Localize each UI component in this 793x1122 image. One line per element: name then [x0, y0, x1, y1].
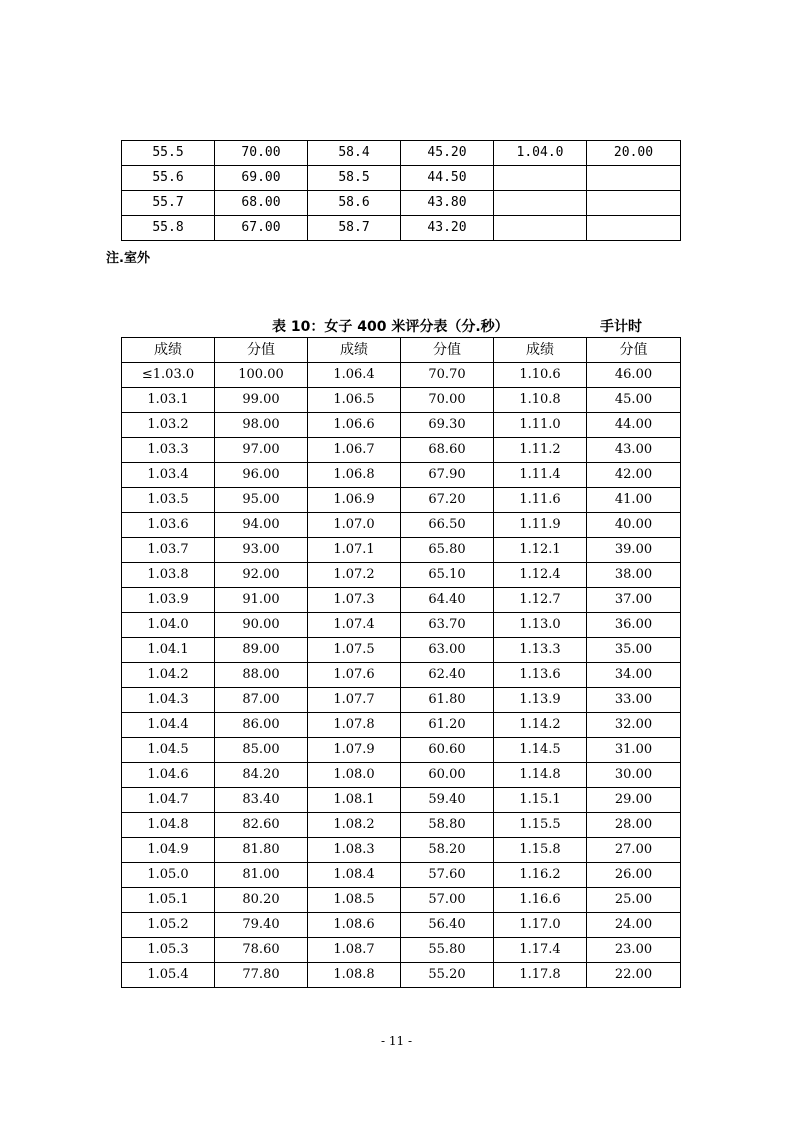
table-cell: 1.14.8 — [494, 763, 587, 788]
table-row — [122, 838, 681, 863]
table-cell: 1.08.1 — [308, 788, 401, 813]
table-header-row — [122, 338, 681, 363]
table-cell: 46.00 — [587, 363, 681, 388]
table-cell: 1.08.0 — [308, 763, 401, 788]
table-cell: 32.00 — [587, 713, 681, 738]
table-cell: 36.00 — [587, 613, 681, 638]
table-cell: 1.05.3 — [122, 938, 215, 963]
table-cell: 1.11.9 — [494, 513, 587, 538]
header-cell: 成绩 — [122, 338, 215, 363]
table-cell: ≤1.03.0 — [122, 363, 215, 388]
table-cell: 60.60 — [401, 738, 494, 763]
table-cell: 79.40 — [215, 913, 308, 938]
table-cell: 1.06.7 — [308, 438, 401, 463]
table-cell: 63.70 — [401, 613, 494, 638]
table-cell: 1.10.6 — [494, 363, 587, 388]
table-cell: 87.00 — [215, 688, 308, 713]
note-text: 注.室外 — [106, 251, 150, 266]
table-cell: 1.04.7 — [122, 788, 215, 813]
table-cell: 42.00 — [587, 463, 681, 488]
table-cell: 89.00 — [215, 638, 308, 663]
table-cell: 1.16.6 — [494, 888, 587, 913]
table-cell: 43.00 — [587, 438, 681, 463]
table-cell: 20.00 — [587, 141, 681, 166]
table-cell: 1.04.5 — [122, 738, 215, 763]
table-cell: 92.00 — [215, 563, 308, 588]
table-cell: 37.00 — [587, 588, 681, 613]
table-row — [122, 938, 681, 963]
table-cell: 68.00 — [215, 191, 308, 216]
table-cell: 84.20 — [215, 763, 308, 788]
table-cell: 90.00 — [215, 613, 308, 638]
table-cell: 1.07.4 — [308, 613, 401, 638]
table-cell: 93.00 — [215, 538, 308, 563]
table-cell: 34.00 — [587, 663, 681, 688]
table-cell: 1.12.4 — [494, 563, 587, 588]
table-cell: 81.00 — [215, 863, 308, 888]
table-cell: 70.00 — [215, 141, 308, 166]
table-row — [122, 738, 681, 763]
top-score-table — [121, 140, 681, 241]
table-cell: 55.6 — [122, 166, 215, 191]
table-cell: 40.00 — [587, 513, 681, 538]
table-cell: 31.00 — [587, 738, 681, 763]
table-cell: 55.20 — [401, 963, 494, 988]
table-cell: 29.00 — [587, 788, 681, 813]
table-cell: 1.08.4 — [308, 863, 401, 888]
table-cell: 64.40 — [401, 588, 494, 613]
table-cell: 44.50 — [401, 166, 494, 191]
table-cell: 39.00 — [587, 538, 681, 563]
top-table-body — [122, 141, 681, 241]
table-cell: 58.4 — [308, 141, 401, 166]
table-cell: 1.04.2 — [122, 663, 215, 688]
header-cell: 分值 — [401, 338, 494, 363]
table-cell: 68.60 — [401, 438, 494, 463]
table-cell: 25.00 — [587, 888, 681, 913]
table-cell: 82.60 — [215, 813, 308, 838]
table-row — [122, 563, 681, 588]
table-cell: 1.14.2 — [494, 713, 587, 738]
table-cell: 45.00 — [587, 388, 681, 413]
table-cell: 85.00 — [215, 738, 308, 763]
table-cell: 1.12.1 — [494, 538, 587, 563]
table-cell: 22.00 — [587, 963, 681, 988]
table-cell: 55.5 — [122, 141, 215, 166]
table-cell: 1.08.6 — [308, 913, 401, 938]
table-row — [122, 413, 681, 438]
table-cell: 1.06.5 — [308, 388, 401, 413]
table-cell — [494, 216, 587, 241]
table-cell: 33.00 — [587, 688, 681, 713]
table-row — [122, 166, 681, 191]
table-cell: 91.00 — [215, 588, 308, 613]
table-cell: 58.80 — [401, 813, 494, 838]
table-row — [122, 613, 681, 638]
table-cell: 1.04.6 — [122, 763, 215, 788]
table-cell: 1.07.0 — [308, 513, 401, 538]
table-cell: 100.00 — [215, 363, 308, 388]
table-cell: 86.00 — [215, 713, 308, 738]
table-cell: 1.08.5 — [308, 888, 401, 913]
table-cell: 27.00 — [587, 838, 681, 863]
table-cell: 1.16.2 — [494, 863, 587, 888]
table-cell: 1.05.2 — [122, 913, 215, 938]
table-cell: 1.06.4 — [308, 363, 401, 388]
table-cell: 1.06.6 — [308, 413, 401, 438]
table-cell: 60.00 — [401, 763, 494, 788]
table-row — [122, 913, 681, 938]
table-cell: 23.00 — [587, 938, 681, 963]
table-cell: 1.14.5 — [494, 738, 587, 763]
table-cell: 1.03.4 — [122, 463, 215, 488]
table-cell: 88.00 — [215, 663, 308, 688]
table-cell: 57.00 — [401, 888, 494, 913]
table-cell: 65.10 — [401, 563, 494, 588]
table-cell: 66.50 — [401, 513, 494, 538]
table-caption: 表 10：女子 400 米评分表（分.秒） — [272, 319, 509, 335]
table-cell: 1.04.3 — [122, 688, 215, 713]
table-cell: 35.00 — [587, 638, 681, 663]
table-cell: 1.10.8 — [494, 388, 587, 413]
table-cell: 58.7 — [308, 216, 401, 241]
table-cell: 77.80 — [215, 963, 308, 988]
table-row — [122, 363, 681, 388]
table-cell: 63.00 — [401, 638, 494, 663]
table-cell: 44.00 — [587, 413, 681, 438]
table-cell — [587, 166, 681, 191]
table-cell: 1.03.2 — [122, 413, 215, 438]
table-cell: 1.07.6 — [308, 663, 401, 688]
table-cell: 1.04.8 — [122, 813, 215, 838]
table-cell: 67.20 — [401, 488, 494, 513]
table-cell: 1.03.6 — [122, 513, 215, 538]
table-cell: 97.00 — [215, 438, 308, 463]
table-cell: 99.00 — [215, 388, 308, 413]
table-cell: 1.11.2 — [494, 438, 587, 463]
table-cell: 78.60 — [215, 938, 308, 963]
table-cell: 1.03.3 — [122, 438, 215, 463]
table-cell: 1.03.7 — [122, 538, 215, 563]
table-cell: 1.15.1 — [494, 788, 587, 813]
table-cell: 1.13.9 — [494, 688, 587, 713]
header-cell: 成绩 — [308, 338, 401, 363]
table-row — [122, 888, 681, 913]
table-cell — [494, 191, 587, 216]
table-cell: 1.08.3 — [308, 838, 401, 863]
table-cell: 1.13.3 — [494, 638, 587, 663]
table-cell: 1.06.9 — [308, 488, 401, 513]
table-cell: 58.6 — [308, 191, 401, 216]
table-row — [122, 141, 681, 166]
table-row — [122, 663, 681, 688]
table-row — [122, 488, 681, 513]
table-cell: 65.80 — [401, 538, 494, 563]
table-cell: 1.03.5 — [122, 488, 215, 513]
table-cell: 43.20 — [401, 216, 494, 241]
table-cell: 1.08.8 — [308, 963, 401, 988]
table-cell: 1.17.4 — [494, 938, 587, 963]
table-cell: 81.80 — [215, 838, 308, 863]
table-cell: 28.00 — [587, 813, 681, 838]
table-cell: 1.05.4 — [122, 963, 215, 988]
table-cell: 1.07.2 — [308, 563, 401, 588]
table-cell: 55.7 — [122, 191, 215, 216]
table-cell: 24.00 — [587, 913, 681, 938]
table-cell: 45.20 — [401, 141, 494, 166]
table-cell: 1.06.8 — [308, 463, 401, 488]
table-cell: 41.00 — [587, 488, 681, 513]
table-cell: 58.5 — [308, 166, 401, 191]
table-cell: 1.11.0 — [494, 413, 587, 438]
table-row — [122, 963, 681, 988]
table-row — [122, 588, 681, 613]
table-row — [122, 216, 681, 241]
table-row — [122, 788, 681, 813]
table-cell: 1.04.9 — [122, 838, 215, 863]
table-cell: 43.80 — [401, 191, 494, 216]
table-row — [122, 813, 681, 838]
table-cell: 1.04.1 — [122, 638, 215, 663]
table-cell: 1.07.1 — [308, 538, 401, 563]
table-cell: 1.07.3 — [308, 588, 401, 613]
table-cell: 38.00 — [587, 563, 681, 588]
header-cell: 分值 — [215, 338, 308, 363]
table-cell: 26.00 — [587, 863, 681, 888]
table-cell: 1.12.7 — [494, 588, 587, 613]
table-cell: 59.40 — [401, 788, 494, 813]
table-cell: 1.11.4 — [494, 463, 587, 488]
table-cell: 83.40 — [215, 788, 308, 813]
table-cell: 61.20 — [401, 713, 494, 738]
table-row — [122, 713, 681, 738]
table-cell: 55.80 — [401, 938, 494, 963]
table-cell: 69.30 — [401, 413, 494, 438]
table-cell: 1.04.0 — [494, 141, 587, 166]
table-cell: 67.00 — [215, 216, 308, 241]
timing-label: 手计时 — [600, 319, 642, 335]
table-cell: 61.80 — [401, 688, 494, 713]
table-cell: 1.07.8 — [308, 713, 401, 738]
table-cell: 30.00 — [587, 763, 681, 788]
table-cell: 95.00 — [215, 488, 308, 513]
table-cell: 80.20 — [215, 888, 308, 913]
table-cell: 1.15.5 — [494, 813, 587, 838]
table-cell: 55.8 — [122, 216, 215, 241]
table-cell: 1.13.6 — [494, 663, 587, 688]
table-cell: 1.13.0 — [494, 613, 587, 638]
table-cell: 96.00 — [215, 463, 308, 488]
table-row — [122, 638, 681, 663]
table-cell: 67.90 — [401, 463, 494, 488]
header-cell: 分值 — [587, 338, 681, 363]
table-cell: 1.07.9 — [308, 738, 401, 763]
table-cell: 1.03.9 — [122, 588, 215, 613]
table-cell: 1.17.0 — [494, 913, 587, 938]
table-cell: 1.17.8 — [494, 963, 587, 988]
table-cell: 56.40 — [401, 913, 494, 938]
table-row — [122, 688, 681, 713]
table-cell — [587, 216, 681, 241]
table-row — [122, 513, 681, 538]
table-cell: 1.04.4 — [122, 713, 215, 738]
table-cell: 98.00 — [215, 413, 308, 438]
table-row — [122, 763, 681, 788]
table-row — [122, 538, 681, 563]
table-cell — [494, 166, 587, 191]
table-cell: 1.11.6 — [494, 488, 587, 513]
table-cell: 94.00 — [215, 513, 308, 538]
table-row — [122, 438, 681, 463]
table-cell: 62.40 — [401, 663, 494, 688]
table-cell: 1.04.0 — [122, 613, 215, 638]
table-cell: 1.08.2 — [308, 813, 401, 838]
table-cell: 1.15.8 — [494, 838, 587, 863]
main-table-body — [122, 363, 681, 988]
table-row — [122, 191, 681, 216]
table-cell: 69.00 — [215, 166, 308, 191]
table-cell: 57.60 — [401, 863, 494, 888]
table-row — [122, 463, 681, 488]
table-cell — [587, 191, 681, 216]
table-cell: 58.20 — [401, 838, 494, 863]
table-row — [122, 863, 681, 888]
table-cell: 1.05.1 — [122, 888, 215, 913]
table-cell: 1.03.1 — [122, 388, 215, 413]
table-cell: 1.08.7 — [308, 938, 401, 963]
header-cell: 成绩 — [494, 338, 587, 363]
page-number: - 11 - — [380, 1034, 412, 1048]
women-400m-score-table — [121, 337, 681, 988]
table-row — [122, 388, 681, 413]
table-cell: 70.00 — [401, 388, 494, 413]
table-cell: 1.07.5 — [308, 638, 401, 663]
table-cell: 1.03.8 — [122, 563, 215, 588]
table-cell: 1.05.0 — [122, 863, 215, 888]
table-cell: 1.07.7 — [308, 688, 401, 713]
table-cell: 70.70 — [401, 363, 494, 388]
